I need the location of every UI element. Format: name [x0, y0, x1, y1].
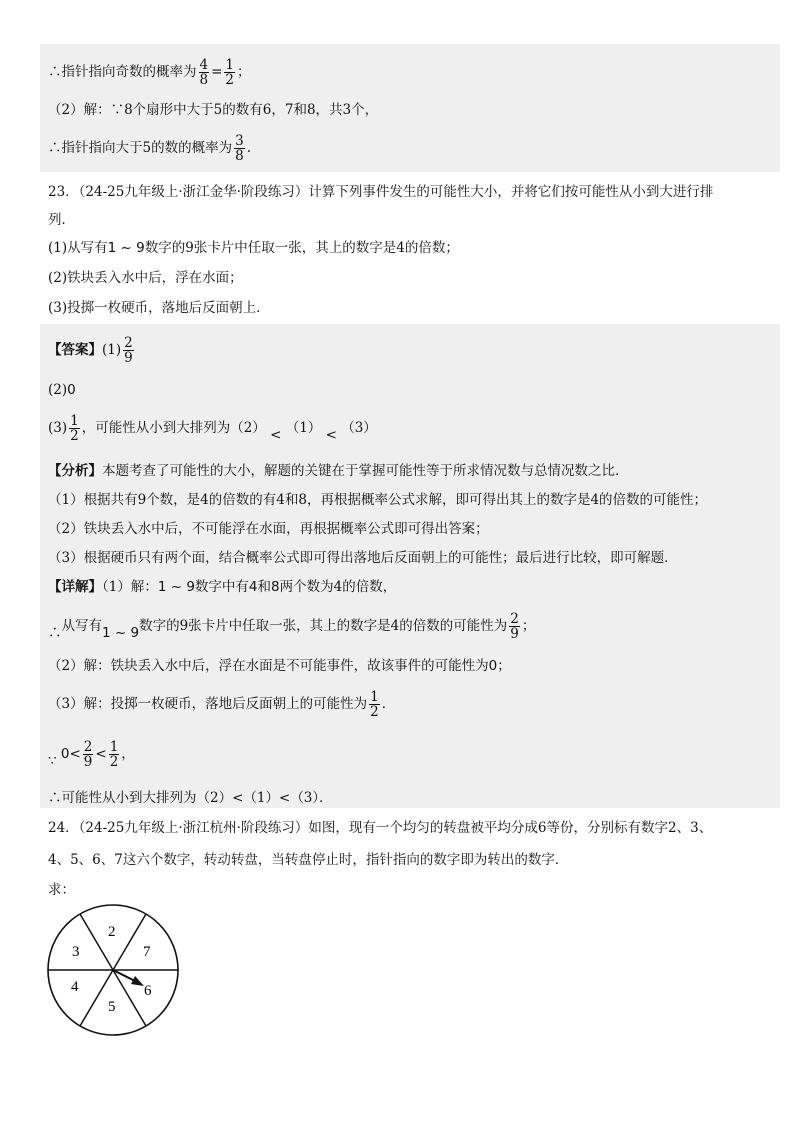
sector-label-2: 2: [108, 924, 116, 940]
fraction-1-2: $\frac{1}{2}$: [370, 689, 379, 720]
answer-label: 【答案】: [48, 342, 102, 358]
analysis-label: 【分析】: [48, 463, 102, 479]
detail-label: 【详解】: [48, 579, 102, 595]
answer-line-3: (3) $\frac{1}{2}$ ，可能性从小到大排列为（2） < （1） < （3）: [48, 413, 377, 444]
prev-solution-line-1: ∴指针指向奇数的概率为 $\frac{4}{8}$ = $\frac{1}{2}$ ；: [48, 57, 251, 88]
analysis-line-1: 【分析】本题考查了可能性的大小，解题的关键在于掌握可能性等于所求情况数与总情况数之比．: [48, 463, 629, 479]
q24-line-3: 求：: [48, 882, 75, 898]
detail-line-6: ∴可能性从小到大排列为（2）<（1）<（3）．: [48, 790, 333, 806]
detail-line-4: （3）解：投掷一枚硬币，落地后反面朝上的可能性为 $\frac{1}{2}$ ．: [48, 689, 396, 720]
q23-title-line-1: 23．（24-25九年级上·浙江金华·阶段练习）计算下列事件发生的可能性大小，并将它们按可能性从小到大进行排: [48, 184, 714, 200]
q23-item-3: (3)投掷一枚硬币，落地后反面朝上．: [48, 300, 270, 316]
detail-line-5: ∵ 0< $\frac{2}{9}$ < $\frac{1}{2}$ ，: [48, 739, 135, 770]
q23-item-2: (2)铁块丢入水中后，浮在水面；: [48, 270, 243, 286]
analysis-line-3: （2）铁块丢入水中后，不可能浮在水面，再根据概率公式即可得出答案；: [48, 521, 489, 537]
answer-line-2: (2)0: [48, 382, 76, 398]
sector-label-4: 4: [71, 979, 79, 995]
q23-item-1: (1)从写有1 ~ 9数字的9张卡片中任取一张，其上的数字是4的倍数；: [48, 240, 459, 256]
q24-line-1: 24．（24-25九年级上·浙江杭州·阶段练习）如图，现有一个均匀的转盘被平均分成6等份，分别标有数字2、3、: [48, 820, 713, 836]
q24-line-2: 4、5、6、7这六个数字，转动转盘，当转盘停止时，指针指向的数字即为转出的数字．: [48, 852, 569, 868]
sector-label-7: 7: [143, 944, 151, 960]
fraction-4-8: $\frac{4}{8}$: [199, 57, 209, 88]
text: ∴指针指向奇数的概率为: [48, 64, 197, 80]
spinner-pointer-arrowhead-icon: [131, 976, 144, 986]
analysis-line-2: （1）根据共有9个数，是4的倍数的有4和8，再根据概率公式求解，即可得出其上的数字是4的倍数的可能性；: [48, 492, 708, 508]
answer-line-1: 【答案】(1) $\frac{2}{9}$: [48, 335, 133, 366]
q23-title-line-2: 列．: [48, 212, 75, 228]
sector-label-6: 6: [144, 983, 152, 999]
detail-line-2: ∴从写有1 ~ 9数字的9张卡片中任取一张，其上的数字是4的倍数的可能性为 $\frac{2}{9}$ ；: [48, 611, 536, 642]
detail-line-1: 【详解】（1）解：1 ~ 9数字中有4和8两个数为4的倍数，: [48, 579, 397, 595]
sector-label-5: 5: [108, 999, 116, 1015]
analysis-line-4: （3）根据硬币只有两个面，结合概率公式即可得出落地后反面朝上的可能性；最后进行比较，即可解题．: [48, 550, 678, 566]
prev-solution-line-2: （2）解：∵8个扇形中大于5的数有6，7和8，共3个，: [48, 102, 379, 118]
fraction-3-8: $\frac{3}{8}$: [235, 133, 244, 164]
fraction-1-2: $\frac{1}{2}$: [109, 739, 119, 770]
prev-solution-line-3: ∴指针指向大于5的数的概率为 $\frac{3}{8}$ .: [48, 133, 251, 164]
fraction-2-9: $\frac{2}{9}$: [510, 611, 519, 642]
fraction-2-9: $\frac{2}{9}$: [124, 335, 133, 366]
detail-line-3: （2）解：铁块丢入水中后，浮在水面是不可能事件，故该事件的可能性为0；: [48, 658, 511, 674]
fraction-1-2: $\frac{1}{2}$: [70, 413, 79, 444]
spinner-diagram: [38, 896, 198, 1046]
sector-label-3: 3: [72, 944, 80, 960]
fraction-2-9: $\frac{2}{9}$: [83, 739, 93, 770]
fraction-1-2: $\frac{1}{2}$: [225, 57, 234, 88]
